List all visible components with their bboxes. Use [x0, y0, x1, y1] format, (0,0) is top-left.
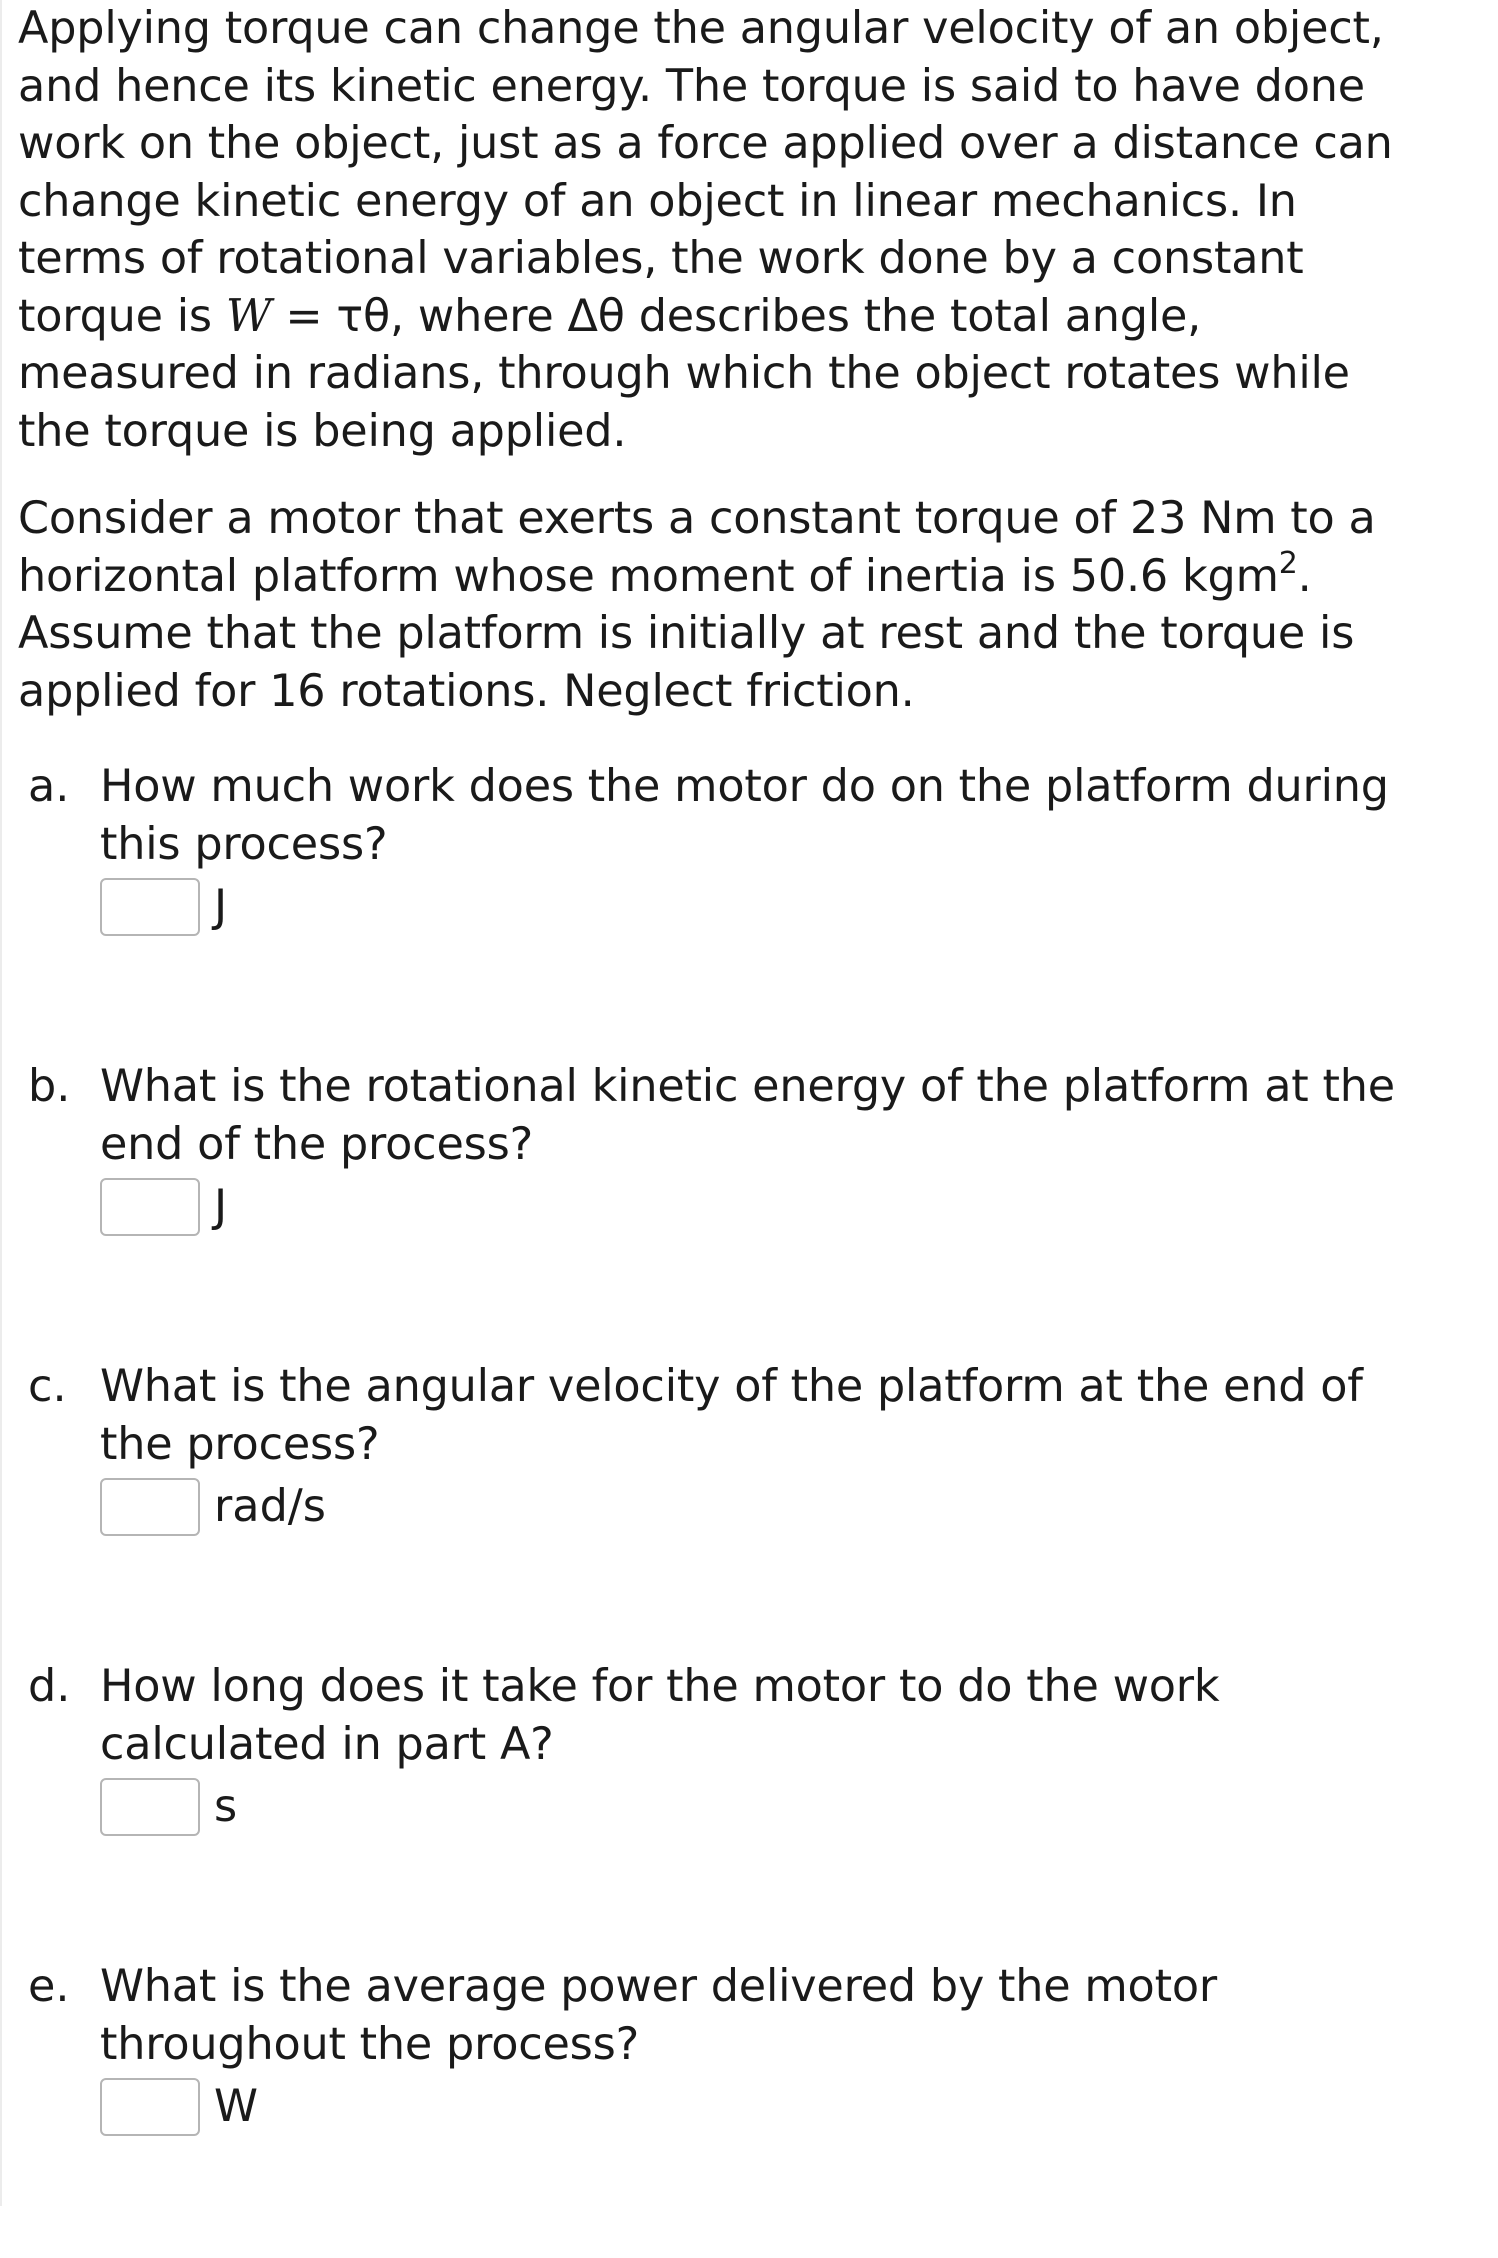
unit-label: rad/s: [214, 1481, 326, 1533]
answer-row: [100, 1178, 1405, 1236]
intro-paragraph: [18, 0, 1408, 460]
answer-input-c[interactable]: [100, 1478, 200, 1536]
question-text: What is the angular velocity of the platform at the end of the process?: [100, 1361, 1363, 1470]
formula-and-explanation: = τθ, where Δθ describes the total angle, measured in radians, through which the object rotates while the torque is being applied.: [18, 290, 1350, 457]
question-c: [18, 1358, 1405, 1658]
question-text: What is the average power delivered by the motor throughout the process?: [100, 1961, 1217, 2070]
question-letter: c.: [28, 1361, 67, 1412]
unit-label: J: [214, 1181, 228, 1233]
question-e: [18, 1958, 1405, 2258]
answer-row: [100, 1778, 1405, 1836]
question-text: What is the rotational kinetic energy of the platform at the end of the process?: [100, 1061, 1395, 1170]
answer-input-a[interactable]: [100, 878, 200, 936]
question-b: [18, 1058, 1405, 1358]
scenario-text-continued: . Assume that the platform is initially at rest and the torque is applied for 16 rotations. Neglect friction.: [18, 550, 1355, 717]
question-letter: d.: [28, 1661, 71, 1712]
answer-input-d[interactable]: [100, 1778, 200, 1836]
scenario-superscript: 2: [1278, 545, 1298, 581]
formula-work-variable: W: [225, 290, 272, 342]
unit-label: J: [214, 881, 228, 933]
answer-input-e[interactable]: [100, 2078, 200, 2136]
scenario-paragraph: [18, 490, 1408, 720]
unit-label: s: [214, 1781, 238, 1833]
question-text: How much work does the motor do on the platform during this process?: [100, 761, 1389, 870]
answer-row: [100, 2078, 1405, 2136]
answer-input-b[interactable]: [100, 1178, 200, 1236]
question-list: [18, 758, 1405, 2258]
question-a: [18, 758, 1405, 1058]
scenario-text: Consider a motor that exerts a constant torque of 23 Nm to a horizontal platform whose moment of inertia is 50.6 kgm: [18, 493, 1376, 602]
question-letter: a.: [28, 761, 70, 812]
question-letter: e.: [28, 1961, 70, 2012]
question-text: How long does it take for the motor to do the work calculated in part A?: [100, 1661, 1220, 1770]
intro-text: Applying torque can change the angular velocity of an object, and hence its kinetic energy. The torque is said to have done work on the object, just as a force applied over a distance can change kinetic energy of an object in linear mechanics. In terms of rotational variables, the work done by a constant torque is: [18, 3, 1393, 342]
question-d: [18, 1658, 1405, 1958]
question-letter: b.: [28, 1061, 71, 1112]
answer-row: [100, 878, 1405, 936]
unit-label: W: [214, 2081, 259, 2133]
answer-row: [100, 1478, 1405, 1536]
